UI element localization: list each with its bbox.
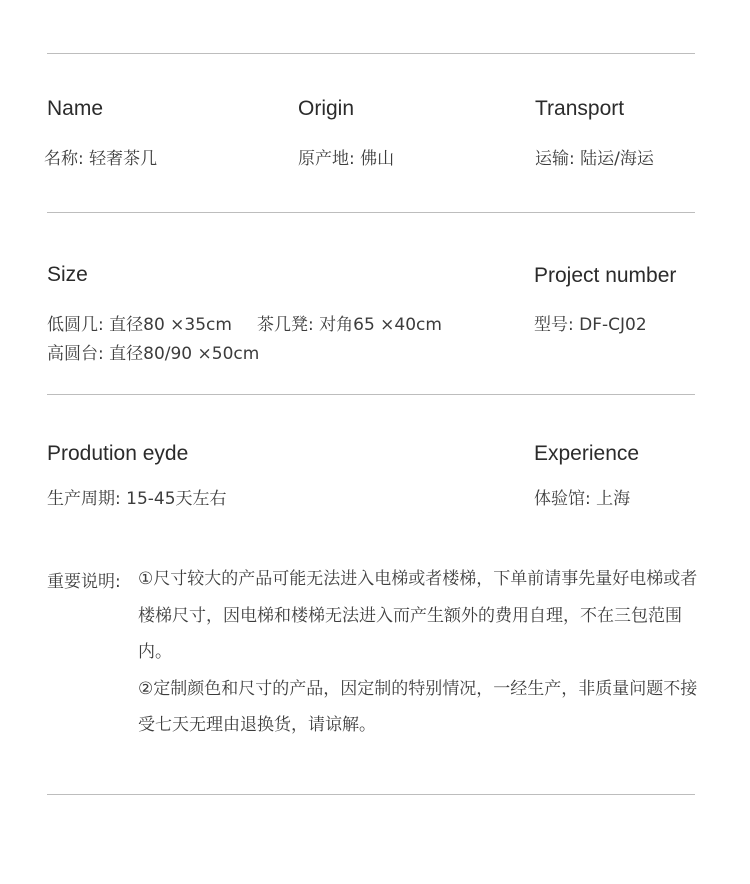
size-line2: 高圆台: 直径80/90 ×50cm	[47, 344, 260, 364]
size-line1-a: 低圆几: 直径80 ×35cm	[47, 315, 232, 335]
project-number-heading: Project number	[534, 264, 677, 287]
note-item-1: ①尺寸较大的产品可能无法进入电梯或者楼梯，下单前请事先量好电梯或者楼梯尺寸，因电梯和楼梯无法进入而产生额外的费用自理，不在三包范围内。	[138, 569, 698, 662]
transport-value: 运输: 陆运/海运	[535, 149, 654, 169]
production-value: 生产周期: 15-45天左右	[47, 489, 227, 509]
transport-heading: Transport	[535, 97, 625, 120]
size-line1-b: 茶几凳: 对角65 ×40cm	[257, 315, 442, 335]
notes-label: 重要说明:	[47, 572, 121, 592]
origin-value: 原产地: 佛山	[298, 149, 395, 169]
production-heading: Prodution eyde	[47, 442, 189, 465]
divider-bottom	[47, 794, 695, 795]
origin-heading: Origin	[298, 97, 355, 120]
name-value: 名称: 轻奢茶几	[44, 149, 158, 169]
notes-body	[138, 561, 700, 744]
divider-2	[47, 394, 695, 395]
name-heading: Name	[47, 97, 104, 120]
divider-1	[47, 212, 695, 213]
experience-heading: Experience	[534, 442, 640, 465]
note-item-2: ②定制颜色和尺寸的产品，因定制的特别情况，一经生产，非质量问题不接受七天无理由退换货，请谅解。	[138, 678, 698, 735]
project-number-value: 型号: DF-CJ02	[534, 315, 647, 335]
size-heading: Size	[47, 263, 88, 286]
experience-value: 体验馆: 上海	[534, 489, 631, 509]
divider-top	[47, 53, 695, 54]
